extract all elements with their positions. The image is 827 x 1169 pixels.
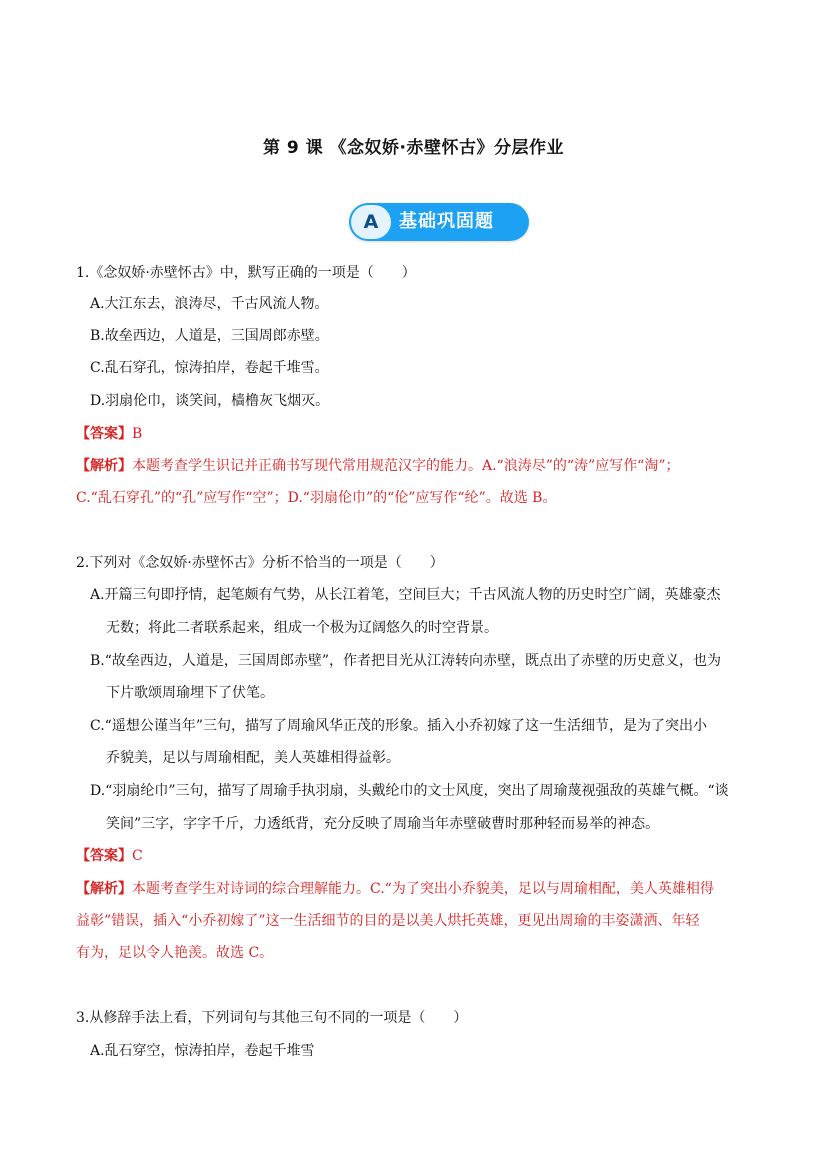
q2-answer	[76, 846, 143, 866]
q1-analysis-line-2: C.“乱石穿孔”的“孔”应写作“空”；D.“羽扇伦巾”的“伦”应写作“纶”。故选 B。	[76, 490, 557, 506]
q2-option-a-cont: 无数；将此二者联系起来，组成一个极为辽阔悠久的时空背景。	[106, 620, 498, 636]
q1-option-a: A.大江东去，浪涛尽，千古风流人物。	[90, 296, 329, 312]
page-title: 第 9 课 《念奴娇·赤壁怀古》分层作业	[262, 138, 565, 158]
q1-answer-value: B	[132, 426, 143, 442]
q1-analysis-tag: 【解析】	[76, 458, 132, 474]
section-badge	[349, 203, 529, 241]
q1-option-d: D.羽扇伦巾，谈笑间，樯橹灰飞烟灭。	[90, 393, 330, 409]
q2-option-c-cont: 乔貌美，足以与周瑜相配，美人英雄相得益彰。	[106, 750, 400, 766]
q2-option-a: A.开篇三句即抒情，起笔颇有气势，从长江着笔，空间巨大；千古风流人物的历史时空广阔，英雄豪杰	[90, 587, 721, 603]
q3-stem: 3.从修辞手法上看，下列词句与其他三句不同的一项是（ ）	[76, 1010, 468, 1026]
q1-answer	[76, 424, 142, 444]
q2-answer-value: C	[132, 848, 143, 864]
q2-analysis-line-1: 【解析】本题考查学生对诗词的综合理解能力。C.“为了突出小乔貌美，足以与周瑜相配，美人英雄相得	[76, 881, 714, 897]
q2-analysis-line-3: 有为，足以令人艳羡。故选 C。	[76, 945, 274, 961]
q1-stem: 1.《念奴娇·赤壁怀古》中，默写正确的一项是（ ）	[76, 265, 416, 281]
q1-option-c: C.乱石穿孔，惊涛拍岸，卷起千堆雪。	[90, 360, 329, 376]
q2-analysis-tag: 【解析】	[76, 881, 132, 897]
q2-option-c: C.“遥想公谨当年”三句，描写了周瑜风华正茂的形象。插入小乔初嫁了这一生活细节，是为了突出小	[90, 718, 707, 734]
q3-option-a: A.乱石穿空，惊涛拍岸，卷起千堆雪	[90, 1043, 315, 1059]
q1-analysis-line-1: 【解析】本题考查学生识记并正确书写现代常用规范汉字的能力。A.“浪涛尽”的“涛”应写作“淘”；	[76, 458, 680, 474]
q1-answer-tag: 【答案】	[76, 426, 132, 442]
q2-analysis-line-2: 益彰”错误，插入“小乔初嫁了”这一生活细节的目的是以美人烘托英雄，更见出周瑜的丰姿潇洒、年轻	[76, 913, 700, 929]
q2-answer-tag: 【答案】	[76, 848, 132, 864]
q1-option-b: B.故垒西边，人道是，三国周郎赤壁。	[90, 328, 329, 344]
q2-option-d: D.“羽扇纶巾”三句，描写了周瑜手执羽扇，头戴纶巾的文士风度，突出了周瑜蔑视强敌的英雄气概。“谈	[90, 783, 729, 799]
section-badge-label: 基础巩固题	[399, 211, 494, 232]
q2-option-b-cont: 下片歌颂周瑜埋下了伏笔。	[106, 685, 274, 701]
section-badge-letter: A	[351, 205, 391, 239]
q2-option-b: B.“故垒西边，人道是，三国周郎赤壁”，作者把目光从江涛转向赤壁，既点出了赤壁的历史意义，也为	[90, 653, 722, 669]
q2-option-d-cont: 笑间”三字，字字千斤，力透纸背，充分反映了周瑜当年赤壁破曹时那种轻而易举的神态。	[106, 816, 660, 832]
q2-stem: 2.下列对《念奴娇·赤壁怀古》分析不恰当的一项是（ ）	[76, 555, 444, 571]
